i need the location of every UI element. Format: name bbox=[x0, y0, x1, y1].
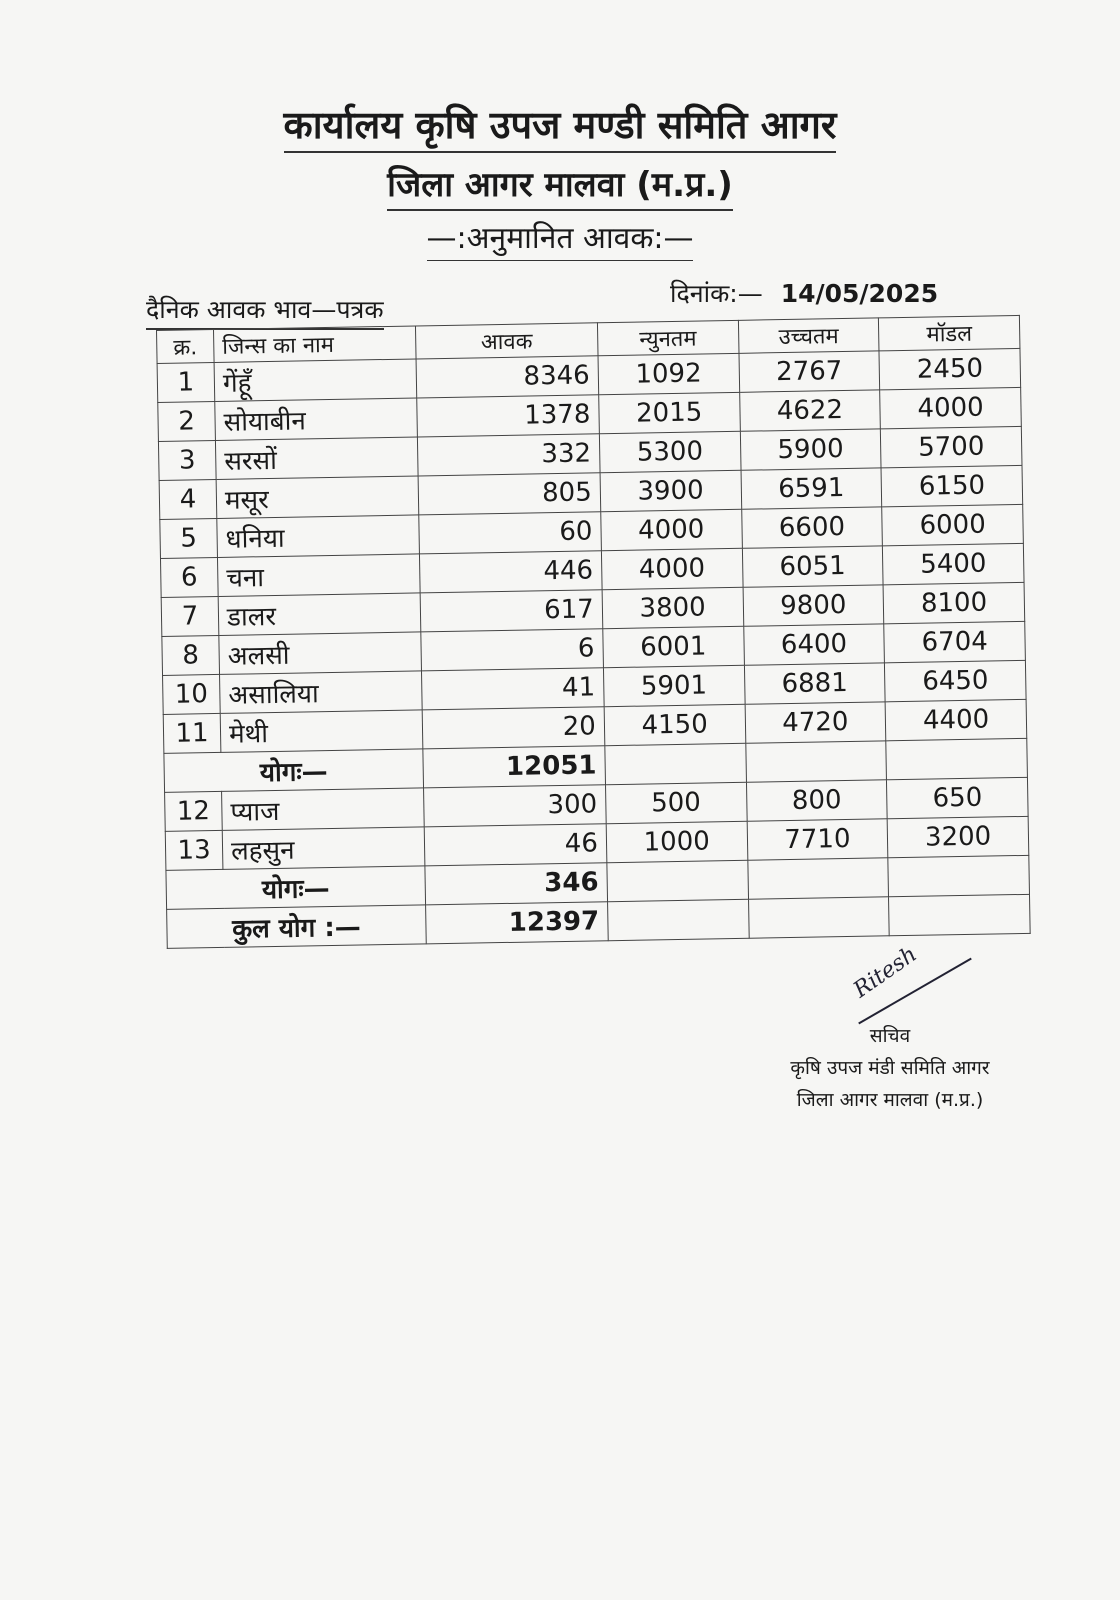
max-price-cell: 6881 bbox=[744, 663, 885, 704]
serial-cell: 11 bbox=[163, 713, 221, 753]
commodity-name-cell: लहसुन bbox=[222, 827, 425, 870]
serial-cell: 7 bbox=[161, 596, 219, 636]
subtotal-value: 346 bbox=[425, 863, 607, 905]
commodity-name-cell: सोयाबीन bbox=[215, 398, 418, 441]
date-label: दिनांक:— bbox=[670, 279, 763, 308]
subtotal-label: योगः— bbox=[166, 866, 426, 910]
commodity-name-cell: मेथी bbox=[220, 710, 423, 753]
modal-price-cell: 6704 bbox=[884, 621, 1025, 662]
modal-price-cell: 2450 bbox=[879, 348, 1020, 389]
modal-price-cell: 4400 bbox=[885, 699, 1026, 740]
serial-cell: 4 bbox=[159, 479, 217, 519]
modal-price-cell: 5400 bbox=[883, 543, 1024, 584]
col-header-modal: मॉडल bbox=[879, 315, 1020, 350]
modal-price-cell: 5700 bbox=[881, 426, 1022, 467]
col-header-arrival: आवक bbox=[415, 323, 597, 359]
commodity-name-cell: सरसों bbox=[215, 437, 418, 480]
serial-cell: 6 bbox=[160, 557, 218, 597]
modal-price-cell: 6000 bbox=[882, 504, 1023, 545]
signature-block bbox=[760, 1020, 1020, 1116]
max-price-cell: 4720 bbox=[745, 702, 886, 743]
modal-price-cell: 8100 bbox=[883, 582, 1024, 623]
max-price-cell: 6400 bbox=[743, 624, 884, 665]
serial-cell: 3 bbox=[158, 440, 216, 480]
min-price-cell: 4000 bbox=[601, 509, 742, 550]
empty-cell bbox=[607, 860, 748, 901]
commodity-name-cell: प्याज bbox=[222, 788, 425, 831]
col-header-serial: क्र. bbox=[157, 329, 215, 363]
modal-price-cell: 650 bbox=[887, 777, 1028, 818]
serial-cell: 2 bbox=[158, 401, 216, 441]
report-subtitle: दैनिक आवक भाव—पत्रक bbox=[146, 292, 384, 330]
serial-cell: 8 bbox=[162, 635, 220, 675]
serial-cell: 10 bbox=[163, 674, 221, 714]
max-price-cell: 5900 bbox=[740, 429, 881, 470]
arrival-cell: 41 bbox=[421, 668, 603, 710]
max-price-cell: 6600 bbox=[741, 507, 882, 548]
min-price-cell: 5901 bbox=[603, 665, 744, 706]
commodity-name-cell: डालर bbox=[218, 593, 421, 636]
max-price-cell: 9800 bbox=[743, 585, 884, 626]
empty-cell bbox=[747, 858, 888, 899]
arrival-cell: 20 bbox=[422, 707, 604, 749]
empty-cell bbox=[748, 897, 889, 938]
arrival-cell: 8346 bbox=[416, 356, 598, 398]
date-row bbox=[670, 276, 938, 310]
commodity-name-cell: असालिया bbox=[220, 671, 423, 714]
serial-cell: 12 bbox=[165, 791, 223, 831]
grand-total-value: 12397 bbox=[426, 902, 608, 944]
modal-price-cell: 6450 bbox=[885, 660, 1026, 701]
arrival-cell: 300 bbox=[424, 785, 606, 827]
arrival-cell: 60 bbox=[419, 512, 601, 554]
commodity-name-cell: अलसी bbox=[219, 632, 422, 675]
min-price-cell: 1000 bbox=[606, 821, 747, 862]
modal-price-cell: 3200 bbox=[887, 816, 1028, 857]
empty-cell bbox=[889, 894, 1030, 935]
office-heading: कार्यालय कृषि उपज मण्डी समिति आगर bbox=[0, 98, 1120, 150]
modal-price-cell: 6150 bbox=[881, 465, 1022, 506]
signatory-district: जिला आगर मालवा (म.प्र.) bbox=[796, 1089, 984, 1111]
min-price-cell: 6001 bbox=[603, 626, 744, 667]
arrival-price-table bbox=[156, 315, 1031, 949]
max-price-cell: 6591 bbox=[741, 468, 882, 509]
date-value: 14/05/2025 bbox=[780, 279, 939, 308]
col-header-min: न्युनतम bbox=[597, 320, 738, 355]
min-price-cell: 1092 bbox=[598, 353, 739, 394]
min-price-cell: 2015 bbox=[599, 392, 740, 433]
arrival-cell: 805 bbox=[418, 473, 600, 515]
grand-total-label: कुल योग :— bbox=[167, 905, 427, 949]
min-price-cell: 4000 bbox=[601, 548, 742, 589]
col-header-name: जिन्स का नाम bbox=[213, 326, 416, 363]
empty-cell bbox=[745, 741, 886, 782]
serial-cell: 1 bbox=[157, 362, 215, 402]
group1-body bbox=[157, 348, 1027, 753]
max-price-cell: 4622 bbox=[739, 390, 880, 431]
group2-body bbox=[165, 777, 1029, 870]
arrival-cell: 6 bbox=[421, 629, 603, 671]
subtotal-label: योगः— bbox=[164, 749, 424, 793]
commodity-name-cell: गेंहूँ bbox=[214, 359, 417, 402]
commodity-name-cell: धनिया bbox=[217, 515, 420, 558]
max-price-cell: 7710 bbox=[747, 819, 888, 860]
min-price-cell: 3800 bbox=[602, 587, 743, 628]
estimate-heading: —:अनुमानित आवक:— bbox=[0, 216, 1120, 257]
serial-cell: 5 bbox=[160, 518, 218, 558]
totals-body bbox=[166, 855, 1030, 948]
subtotal-value: 12051 bbox=[423, 746, 605, 788]
col-header-max: उच्चतम bbox=[738, 318, 879, 353]
arrival-cell: 617 bbox=[420, 590, 602, 632]
signatory-title: सचिव bbox=[869, 1025, 911, 1047]
empty-cell bbox=[886, 738, 1027, 779]
max-price-cell: 800 bbox=[746, 780, 887, 821]
serial-cell: 13 bbox=[165, 830, 223, 870]
min-price-cell: 5300 bbox=[599, 431, 740, 472]
commodity-name-cell: मसूर bbox=[216, 476, 419, 519]
district-heading: जिला आगर मालवा (म.प्र.) bbox=[0, 160, 1120, 206]
signature-scribble: Ritesh bbox=[849, 941, 922, 1004]
min-price-cell: 3900 bbox=[600, 470, 741, 511]
min-price-cell: 500 bbox=[605, 782, 746, 823]
max-price-cell: 6051 bbox=[742, 546, 883, 587]
max-price-cell: 2767 bbox=[739, 351, 880, 392]
arrival-cell: 1378 bbox=[417, 395, 599, 437]
modal-price-cell: 4000 bbox=[880, 387, 1021, 428]
arrival-cell: 332 bbox=[417, 434, 599, 476]
signatory-org: कृषि उपज मंडी समिति आगर bbox=[790, 1057, 990, 1079]
empty-cell bbox=[607, 899, 748, 940]
arrival-cell: 446 bbox=[419, 551, 601, 593]
arrival-cell: 46 bbox=[424, 824, 606, 866]
commodity-name-cell: चना bbox=[217, 554, 420, 597]
empty-cell bbox=[888, 855, 1029, 896]
min-price-cell: 4150 bbox=[604, 704, 745, 745]
empty-cell bbox=[605, 743, 746, 784]
